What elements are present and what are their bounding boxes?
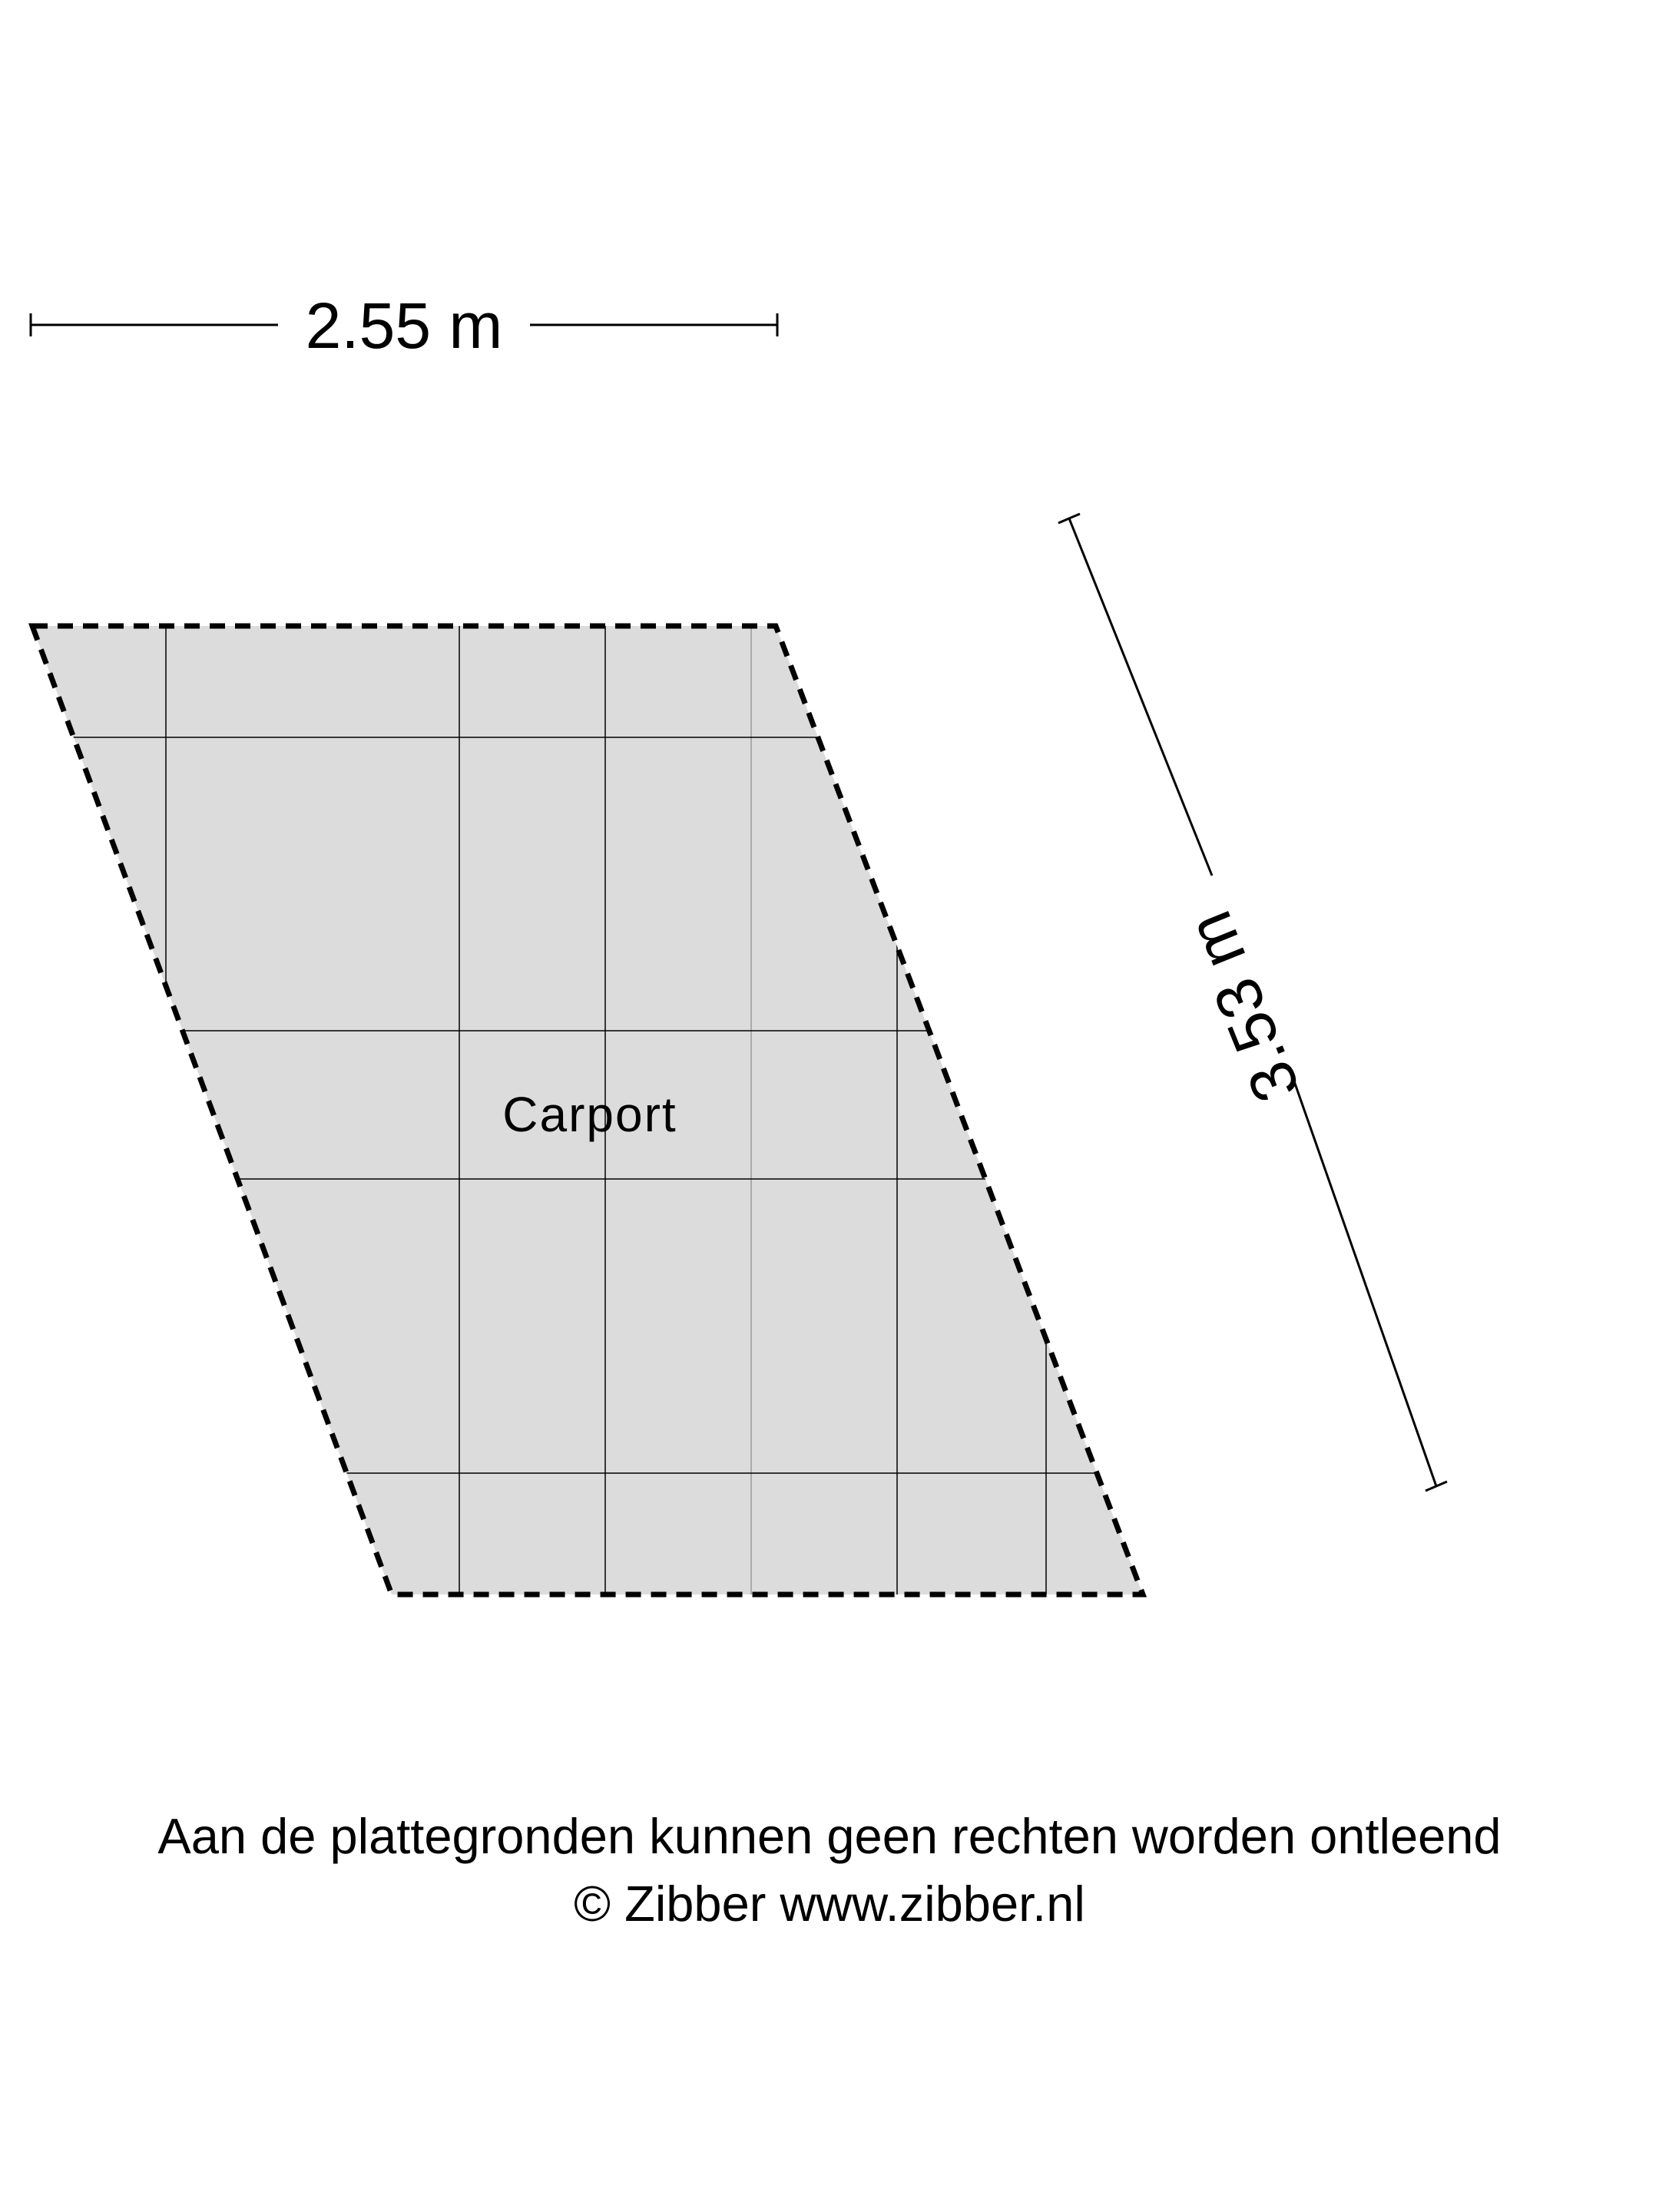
disclaimer-text: Aan de plattegronden kunnen geen rechten worden ontleend <box>157 1808 1502 1864</box>
width-dimension-label: 2.55 m <box>305 290 503 362</box>
depth-dimension-label: 3.53 m <box>1172 902 1313 1112</box>
copyright-text: © Zibber www.zibber.nl <box>574 1876 1085 1932</box>
room-label: Carport <box>502 1087 677 1142</box>
